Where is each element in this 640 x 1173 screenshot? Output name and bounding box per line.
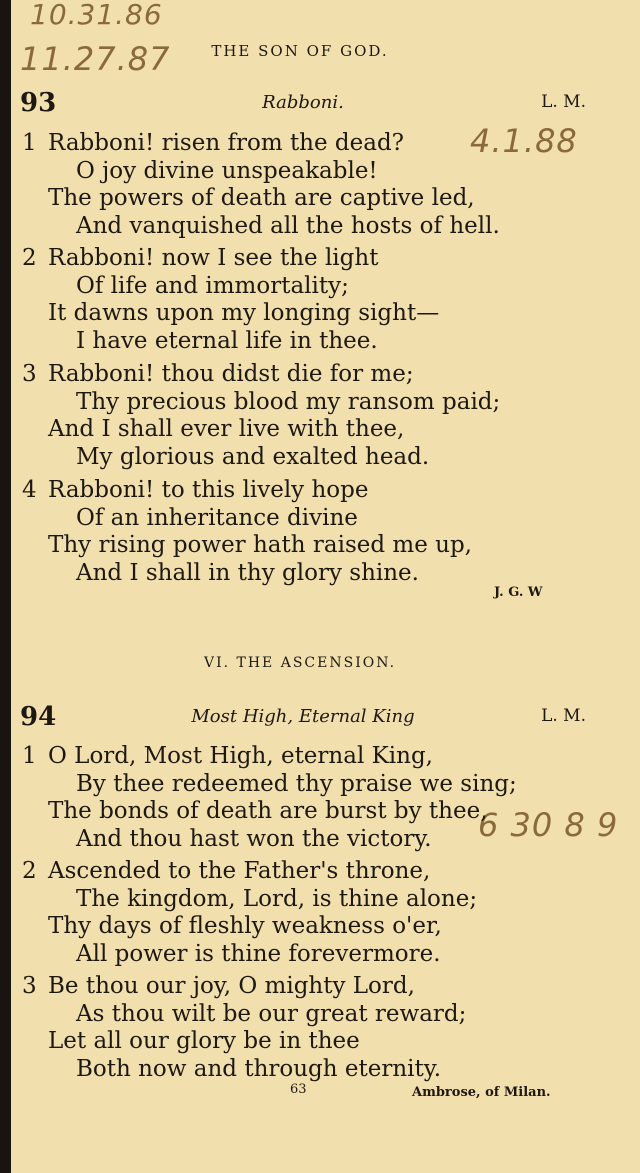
hymn-93-attribution: J. G. W xyxy=(494,585,543,600)
verse-line: I have eternal life in thee. xyxy=(76,327,378,354)
verse-number: 1 xyxy=(22,130,37,156)
verse-line: Rabboni! now I see the light xyxy=(48,245,379,271)
verse-line: Let all our glory be in thee xyxy=(48,1028,360,1054)
verse-line: Rabboni! thou didst die for me; xyxy=(48,361,414,387)
verse-number: 3 xyxy=(22,973,37,999)
hymn-94-attribution: Ambrose, of Milan. xyxy=(412,1085,551,1100)
handwritten-note-3: 4.1.88 xyxy=(470,122,578,160)
verse-number: 4 xyxy=(22,477,37,503)
verse-line: And I shall ever live with thee, xyxy=(48,416,405,442)
verse-line: Be thou our joy, O mighty Lord, xyxy=(48,973,415,999)
verse-line: And thou hast won the victory. xyxy=(76,825,432,852)
verse-line: The bonds of death are burst by thee, xyxy=(48,798,488,824)
hymn-number: 94 xyxy=(20,702,57,732)
handwritten-note-2: 11.27.87 xyxy=(20,40,171,78)
verse-line: My glorious and exalted head. xyxy=(76,443,430,470)
verse-line: Thy days of fleshly weakness o'er, xyxy=(48,913,442,939)
verse-number: 2 xyxy=(22,858,37,884)
verse-line: The powers of death are captive led, xyxy=(48,185,475,211)
hymn-meter: L. M. xyxy=(541,706,586,726)
verse-line: Ascended to the Father's throne, xyxy=(48,858,431,884)
hymn-meter: L. M. xyxy=(541,92,586,112)
hymn-94-header xyxy=(20,702,586,734)
page-gutter xyxy=(0,0,11,1173)
verse-line: Of life and immortality; xyxy=(76,272,349,299)
verse-line: Rabboni! to this lively hope xyxy=(48,477,369,503)
verse-line: All power is thine forevermore. xyxy=(76,940,441,967)
hymn-number: 93 xyxy=(20,88,57,118)
verse-line: And I shall in thy glory shine. xyxy=(76,559,419,586)
handwritten-note-1: 10.31.86 xyxy=(30,0,163,31)
verse-line: Thy rising power hath raised me up, xyxy=(48,532,472,558)
verse-number: 1 xyxy=(22,743,37,769)
verse-line: It dawns upon my longing sight— xyxy=(48,300,440,326)
handwritten-note-4: 6 30 8 9 xyxy=(478,806,619,844)
hymn-title: Rabboni. xyxy=(262,92,344,113)
section-title-son-of-god: THE SON OF GOD. xyxy=(211,42,389,60)
section-title-ascension: VI. THE ASCENSION. xyxy=(203,655,397,671)
verse-line: By thee redeemed thy praise we sing; xyxy=(76,770,517,797)
hymn-title: Most High, Eternal King xyxy=(191,706,415,727)
verse-number: 2 xyxy=(22,245,37,271)
verse-line: The kingdom, Lord, is thine alone; xyxy=(76,885,478,912)
verse-line: Of an inheritance divine xyxy=(76,504,358,531)
verse-line: And vanquished all the hosts of hell. xyxy=(76,212,500,239)
verse-number: 3 xyxy=(22,361,37,387)
hymn-93-header xyxy=(20,88,586,120)
verse-line: Rabboni! risen from the dead? xyxy=(48,130,405,156)
verse-line: O joy divine unspeakable! xyxy=(76,157,378,184)
verse-line: O Lord, Most High, eternal King, xyxy=(48,743,433,769)
verse-line: As thou wilt be our great reward; xyxy=(76,1000,467,1027)
verse-line: Both now and through eternity. xyxy=(76,1055,442,1082)
verse-line: Thy precious blood my ransom paid; xyxy=(76,388,501,415)
page-number: 63 xyxy=(290,1082,307,1097)
